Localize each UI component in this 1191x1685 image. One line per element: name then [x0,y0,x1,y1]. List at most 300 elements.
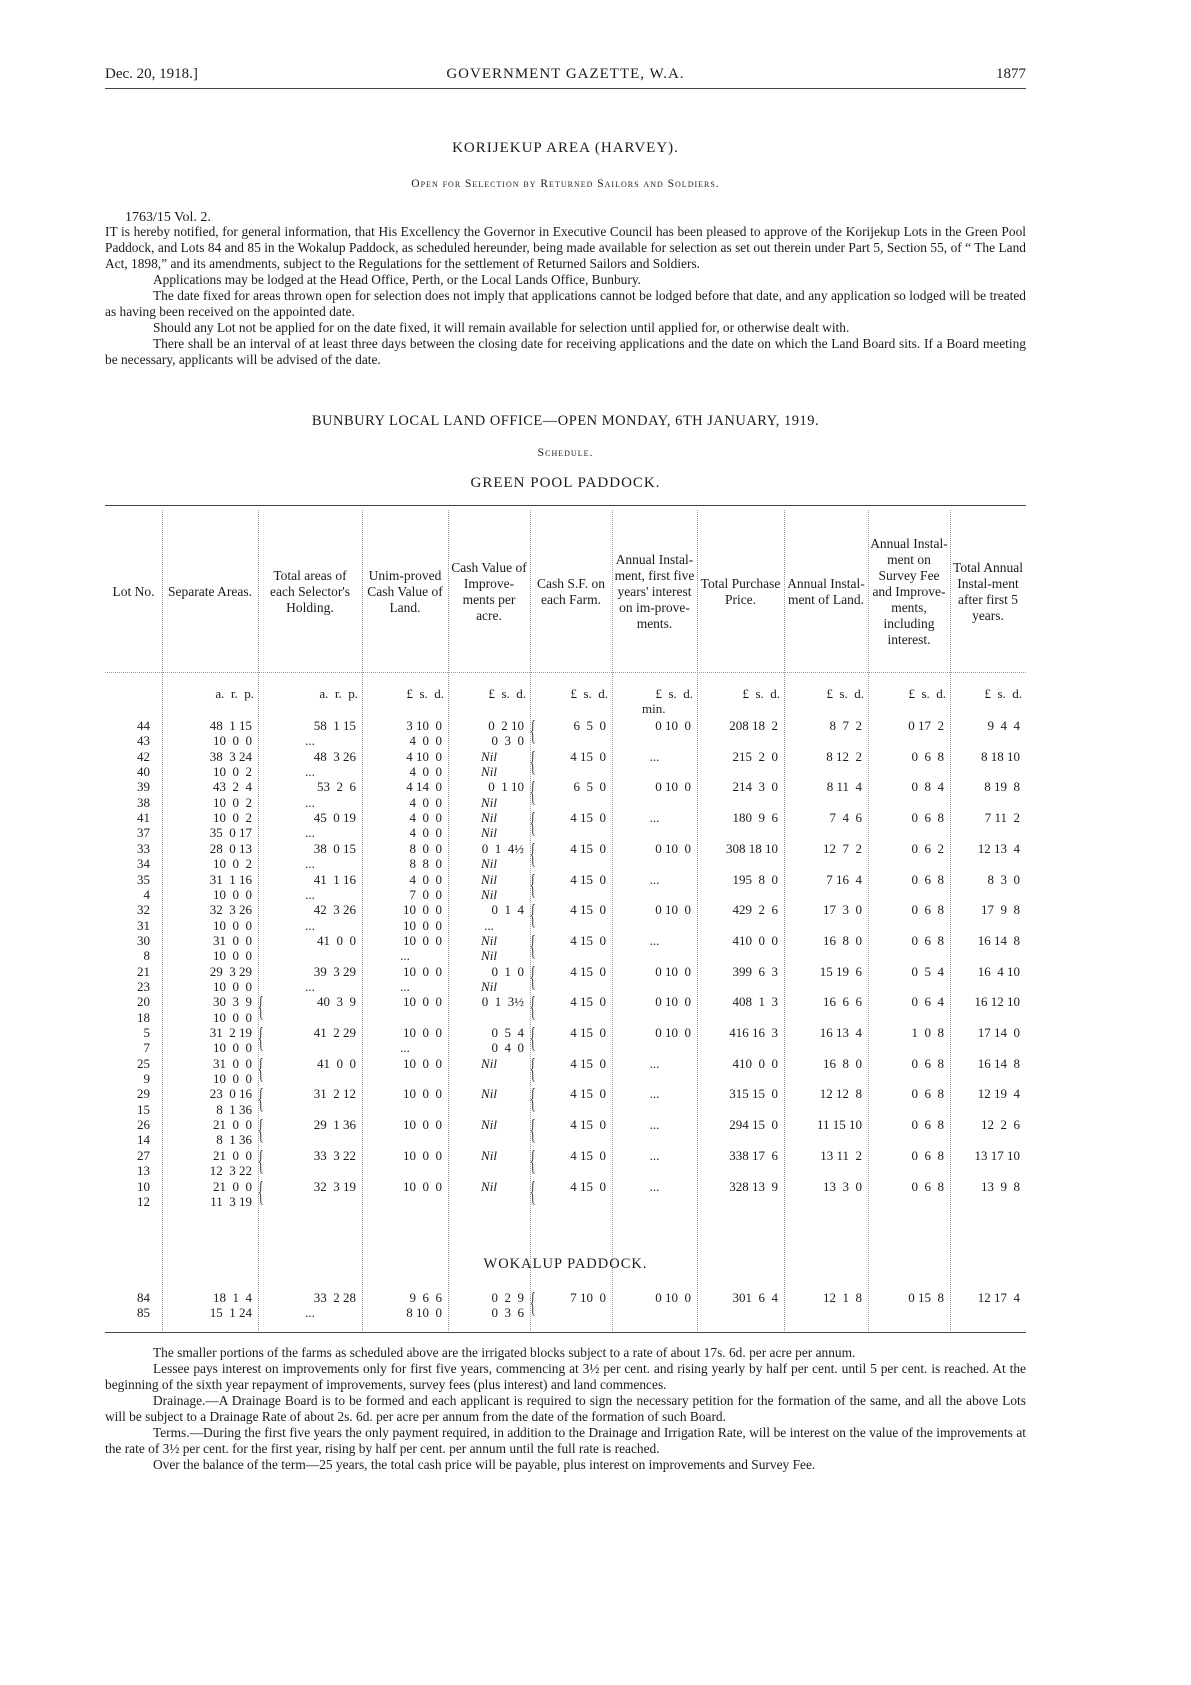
table-cell: 8 8 0 [409,856,442,872]
table-cell: 10 0 2 [213,856,252,872]
lot-number: 26 [137,1117,150,1133]
table-cell: ... [649,932,660,948]
table-cell: 0 10 0 [655,902,691,918]
brace-mark: { [529,1115,536,1147]
table-cell: 4 15 0 [570,1025,606,1040]
table-cell: 0 4 0 [491,1040,524,1056]
table-cell: 16 12 10 [974,994,1020,1010]
lot-number: 15 [137,1101,150,1117]
brace-mark: { [529,716,536,747]
table-cell: Nil [481,825,497,841]
table-cell: 32 3 19 [313,1178,356,1194]
table-cell: 10 0 0 [403,1055,442,1071]
table-cell: 8 1 36 [216,1132,252,1148]
table-cell: 4 0 0 [409,825,442,841]
paragraph: IT is hereby notified, for general information, that His Excellency the Governor in Executive Council has been pleased to approve of the Korijekup Lots in the Green Pool Paddock, and Lots 84 and 85 in the Wokalup Paddock, as scheduled hereunder, being made available for selection as set out therein under Part 5, Section 55, of “ The Land Act, 1898,” and its amendments, subject to the Regulations for the settlement of Returned Sailors and Soldiers. [105,224,1026,271]
table-cell: 4 0 0 [409,871,442,887]
table-cell: 0 17 2 [908,718,944,733]
brace-mark: { [529,961,536,993]
table-cell: 10 0 0 [213,917,252,933]
table-cell: 0 2 9 [491,1290,524,1305]
table-cell: 195 8 0 [732,871,778,887]
lot-number: 12 [137,1193,150,1209]
table-cell: 18 1 4 [213,1290,252,1305]
table-cell: Nil [481,794,497,810]
table-cell: Nil [481,856,497,872]
brace-mark: { [529,992,536,1024]
lot-number: 43 [137,733,150,749]
table-top-rule [105,505,1026,506]
table-cell: 8 0 0 [409,840,442,856]
column-rule [162,510,163,1333]
table-cell: 38 0 15 [313,840,356,856]
table-cell: 9 4 4 [987,718,1020,733]
brace-mark: { [529,1053,536,1085]
paragraph: Should any Lot not be applied for on the date fixed, it will remain available for selection until applied for, or otherwise dealt with. [153,320,850,335]
column-header: Unim-proved Cash Value of Land. [367,568,443,615]
table-cell: 8 1 36 [216,1101,252,1117]
table-cell: 0 10 0 [655,779,691,795]
paddock-title-wokalup: WOKALUP PADDOCK. [483,1256,648,1272]
table-cell: Nil [481,871,497,887]
table-cell: 10 0 0 [213,948,252,964]
table-cell: 4 15 0 [570,1086,606,1102]
table-cell: Nil [481,1178,497,1194]
brace-mark: { [529,1145,536,1177]
brace-mark: { [529,1288,536,1319]
table-cell: 4 15 0 [570,1147,606,1163]
table-cell: Nil [481,1055,497,1071]
table-cell: 32 3 26 [209,902,252,918]
table-cell: 15 19 6 [819,963,862,979]
table-cell: 0 6 8 [911,810,944,826]
brace-mark: { [257,1145,264,1177]
brace-mark: { [529,1176,536,1208]
table-cell: 11 15 10 [816,1117,862,1133]
table-cell: 12 7 2 [823,840,862,856]
table-cell: 301 6 4 [732,1290,778,1305]
column-header: Cash Value of Improve-ments per acre. [451,560,527,623]
table-cell: 16 8 0 [823,1055,862,1071]
lot-number: 40 [137,764,150,780]
column-header: Annual Instal-ment, first five years' interest on im-prove-ments. [614,552,695,631]
table-cell: 4 15 0 [570,748,606,764]
table-cell: 21 0 0 [213,1147,252,1163]
table-cell: 10 0 0 [213,1040,252,1056]
brace-mark: { [257,1084,264,1116]
table-cell: ... [305,886,315,902]
footnote: Over the balance of the term—25 years, the total cash price will be payable, plus interest on improvements and Survey Fee. [153,1457,816,1472]
lot-number: 41 [137,810,150,826]
table-cell: 15 1 24 [209,1305,252,1321]
table-cell: 0 6 8 [911,1086,944,1102]
table-cell: 0 6 2 [911,840,944,856]
brace-mark: { [529,1023,536,1054]
table-cell: 10 0 2 [213,764,252,780]
table-cell: 0 3 0 [491,733,524,749]
table-cell: 31 0 0 [213,932,252,948]
column-rule [697,510,698,1333]
table-cell: 0 10 0 [655,1290,691,1305]
column-rule [362,510,363,1333]
table-cell: 41 2 29 [313,1025,356,1040]
table-cell: 0 3 6 [491,1305,524,1321]
table-cell: 4 15 0 [570,963,606,979]
table-cell: 7 0 0 [409,886,442,902]
table-cell: 10 0 0 [403,1025,442,1040]
lot-number: 44 [137,718,150,733]
brace-mark: { [257,992,264,1024]
table-cell: 9 6 6 [409,1290,442,1305]
paddock-title-green-pool: GREEN POOL PADDOCK. [470,475,661,491]
table-cell: 12 17 4 [977,1290,1020,1305]
table-cell: 4 15 0 [570,994,606,1010]
column-rule [448,510,449,1333]
table-cell: 8 11 4 [826,779,862,795]
unit-label: £ s. d. [488,686,526,701]
lot-number: 27 [137,1147,150,1163]
table-cell: 41 0 0 [317,932,356,948]
unit-label: £ s. d. [655,686,693,701]
table-cell: 7 10 0 [570,1290,606,1305]
table-cell: 12 2 6 [981,1117,1020,1133]
table-cell: 12 12 8 [819,1086,862,1102]
table-cell: 12 19 4 [977,1086,1020,1102]
table-cell: 33 3 22 [313,1147,356,1163]
table-cell: 4 0 0 [409,810,442,826]
unit-label: £ s. d. [984,686,1022,701]
table-cell: 10 0 2 [213,810,252,826]
column-header: Annual Instal-ment of Land. [787,576,865,607]
lot-number: 84 [137,1290,150,1305]
brace-mark: { [529,838,536,870]
column-header: Separate Areas. [168,584,252,599]
table-cell: 28 0 13 [209,840,252,856]
table-cell: 10 0 0 [403,932,442,948]
table-cell: 58 1 15 [313,718,356,733]
table-cell: 13 3 0 [823,1178,862,1194]
lot-number: 42 [137,748,150,764]
table-cell: 10 0 0 [403,1086,442,1102]
table-cell: 0 1 0 [491,963,524,979]
header-page-number: 1877 [996,66,1026,82]
table-cell: 12 13 4 [977,840,1020,856]
lot-number: 30 [137,932,150,948]
schedule-label: Schedule. [537,445,594,459]
table-cell: 4 15 0 [570,840,606,856]
brace-mark: { [257,1176,264,1208]
table-cell: 0 6 4 [911,994,944,1010]
lot-number: 4 [143,886,150,902]
table-cell: 39 3 29 [313,963,356,979]
footnote: The smaller portions of the farms as scheduled above are the irrigated blocks subject to a rate of about 17s. 6d. per acre per annum. [153,1345,856,1360]
column-header: Annual Instal-ment on Survey Fee and Improve-ments, including interest. [870,536,948,647]
running-header [105,66,1026,86]
lot-number: 35 [137,871,150,887]
column-header: Total Annual Instal-ment after first 5 years. [953,560,1023,623]
table-cell: ... [400,948,410,964]
table-cell: ... [484,917,494,933]
lot-number: 9 [143,1071,150,1087]
table-cell: 0 6 8 [911,1147,944,1163]
table-cell: 410 0 0 [732,1055,778,1071]
table-cell: 0 6 8 [911,932,944,948]
table-cell: 8 3 0 [987,871,1020,887]
table-cell: ... [649,1147,660,1163]
brace-mark: { [257,1115,264,1147]
table-cell: 0 10 0 [655,994,691,1010]
table-cell: Nil [481,1117,497,1133]
table-cell: 308 18 10 [726,840,778,856]
column-header: Total Purchase Price. [700,576,781,607]
table-cell: 31 2 19 [209,1025,252,1040]
table-cell: 10 0 0 [213,1009,252,1025]
table-cell: ... [400,1040,410,1056]
table-cell: 3 10 0 [406,718,442,733]
table-cell: 410 0 0 [732,932,778,948]
table-cell: 10 0 0 [403,963,442,979]
lot-number: 85 [137,1305,150,1321]
table-cell: 7 16 4 [826,871,862,887]
lot-number: 10 [137,1178,150,1194]
table-cell: 4 14 0 [406,779,442,795]
column-header: Cash S.F. on each Farm. [537,576,605,607]
lot-number: 5 [143,1025,150,1040]
table-cell: 4 15 0 [570,902,606,918]
header-divider [105,672,1026,673]
brace-mark: { [529,808,536,840]
table-cell: 1 0 8 [911,1025,944,1040]
table-cell: 7 4 6 [829,810,862,826]
table-cell: 0 10 0 [655,840,691,856]
column-header: Lot No. [112,584,155,599]
table-cell: 16 13 4 [819,1025,862,1040]
table-cell: 38 3 24 [209,748,252,764]
table-cell: 0 6 8 [911,1055,944,1071]
table-cell: 0 6 8 [911,1117,944,1133]
table-cell: 41 1 16 [313,871,356,887]
table-cell: Nil [481,764,497,780]
min-label: min. [642,701,666,716]
table-cell: 16 14 8 [977,1055,1020,1071]
lot-number: 18 [137,1009,150,1025]
column-rule [950,510,951,1333]
lot-number: 23 [137,978,150,994]
office-line: BUNBURY LOCAL LAND OFFICE—OPEN MONDAY, 6TH JANUARY, 1919. [311,413,820,429]
table-cell: 45 0 19 [313,810,356,826]
table-cell: 294 15 0 [729,1117,778,1133]
table-cell: 0 6 8 [911,871,944,887]
table-cell: 30 3 9 [213,994,252,1010]
lot-number: 21 [137,963,150,979]
header-date: Dec. 20, 1918.] [105,66,198,82]
unit-label: £ s. d. [742,686,780,701]
table-cell: 8 10 0 [406,1305,442,1321]
column-rule [612,510,613,1333]
table-cell: 328 13 9 [729,1178,778,1194]
table-cell: 16 6 6 [823,994,862,1010]
table-cell: 40 3 9 [317,994,356,1010]
unit-label: £ s. d. [826,686,864,701]
table-cell: 17 3 0 [823,902,862,918]
table-cell: 4 10 0 [406,748,442,764]
table-cell: ... [305,856,315,872]
table-cell: 13 11 2 [820,1147,862,1163]
unit-label: £ s. d. [908,686,946,701]
table-cell: 408 1 3 [732,994,778,1010]
table-cell: 29 1 36 [313,1117,356,1133]
footnote: Lessee pays interest on improvements only for first five years, commencing at 3½ per cent. and rising yearly by half per cent. until 5 per cent. is reached. At the beginning of the sixth year repayment of improvements, survey fees (plus interest) and land commences. [105,1361,1026,1392]
table-cell: 29 3 29 [209,963,252,979]
table-cell: ... [305,978,315,994]
table-cell: 0 8 4 [911,779,944,795]
table-cell: 10 0 0 [213,978,252,994]
table-cell: 315 15 0 [729,1086,778,1102]
table-cell: 10 0 0 [403,1178,442,1194]
brace-mark: { [529,930,536,962]
unit-label: a. r. p. [215,686,254,701]
unit-label: £ s. d. [570,686,608,701]
table-cell: 41 0 0 [317,1055,356,1071]
unit-label: a. r. p. [319,686,358,701]
table-cell: Nil [481,886,497,902]
table-cell: 10 0 0 [403,1147,442,1163]
table-cell: 10 0 0 [403,917,442,933]
table-cell: 6 5 0 [573,779,606,795]
brace-mark: { [257,1023,264,1054]
table-cell: 10 0 0 [213,733,252,749]
table-cell: 10 0 0 [213,1071,252,1087]
table-cell: 4 15 0 [570,871,606,887]
table-cell: 11 3 19 [210,1193,252,1209]
table-cell: ... [305,794,315,810]
footnote: Drainage.—A Drainage Board is to be formed and each applicant is required to sign the necessary petition for the formation of the same, and all the above Lots will be subject to a Drainage Rate of about 2s. 6d. per acre per annum from the date of the formation of such Board. [105,1393,1026,1424]
table-cell: 4 15 0 [570,810,606,826]
lot-number: 29 [137,1086,150,1102]
table-cell: ... [649,1055,660,1071]
lot-number: 34 [137,856,150,872]
table-cell: Nil [481,932,497,948]
brace-mark: { [529,746,536,778]
table-cell: 0 10 0 [655,1025,691,1040]
brace-mark: { [529,900,536,932]
brace-mark: { [529,1084,536,1116]
table-cell: 338 17 6 [729,1147,778,1163]
table-cell: 10 0 0 [403,994,442,1010]
column-header: Total areas of each Selector's Holding. [269,568,351,615]
table-cell: 16 4 10 [977,963,1020,979]
footnotes [105,1345,1026,1473]
table-cell: 0 5 4 [911,963,944,979]
table-cell: 0 15 8 [908,1290,944,1305]
table-cell: 0 10 0 [655,963,691,979]
table-cell: ... [649,871,660,887]
lot-number: 39 [137,779,150,795]
paragraph: Applications may be lodged at the Head Office, Perth, or the Local Lands Office, Bunbury. [153,272,641,287]
table-cell: ... [305,1305,315,1321]
table-cell: 35 0 17 [209,825,252,841]
table-cell: 43 2 4 [213,779,252,795]
table-cell: 17 9 8 [981,902,1020,918]
table-cell: ... [649,1178,660,1194]
table-cell: 13 9 8 [981,1178,1020,1194]
table-cell: 8 12 2 [826,748,862,764]
table-cell: 4 15 0 [570,1055,606,1071]
lot-number: 32 [137,902,150,918]
table-cell: 10 0 0 [213,886,252,902]
table-cell: 0 2 10 [488,718,524,733]
table-cell: 16 8 0 [823,932,862,948]
table-cell: 17 14 0 [977,1025,1020,1040]
table-cell: 180 9 6 [732,810,778,826]
table-cell: 10 0 0 [403,902,442,918]
table-cell: 33 2 28 [313,1290,356,1305]
table-cell: 12 1 8 [823,1290,862,1305]
table-cell: ... [649,1117,660,1133]
table-cell: 21 0 0 [213,1117,252,1133]
table-cell: 0 5 4 [491,1025,524,1040]
table-cell: ... [649,1086,660,1102]
lot-number: 13 [137,1163,150,1179]
table-cell: Nil [481,978,497,994]
lot-number: 25 [137,1055,150,1071]
table-cell: 48 3 26 [313,748,356,764]
notice-title: KORIJEKUP AREA (HARVEY). [452,140,679,156]
table-cell: 8 19 8 [984,779,1020,795]
table-cell: 0 6 8 [911,748,944,764]
table-cell: 53 2 6 [317,779,356,795]
header-rule [105,88,1026,89]
table-cell: 23 0 16 [209,1086,252,1102]
table-cell: ... [305,917,315,933]
lot-number: 14 [137,1132,150,1148]
column-rule [868,510,869,1333]
table-cell: 0 1 4 [491,902,524,918]
table-cell: 399 6 3 [732,963,778,979]
table-cell: 0 6 8 [911,902,944,918]
table-cell: 4 0 0 [409,764,442,780]
table-cell: 0 1 10 [488,779,524,795]
lot-number: 38 [137,794,150,810]
header-title: GOVERNMENT GAZETTE, W.A. [446,66,685,82]
table-cell: Nil [481,1086,497,1102]
notice-subtitle: Open for Selection by Returned Sailors and Soldiers. [411,178,720,190]
table-cell: 4 15 0 [570,1117,606,1133]
table-cell: 4 0 0 [409,794,442,810]
table-cell: Nil [481,810,497,826]
table-cell: 0 10 0 [655,718,691,733]
table-cell: 48 1 15 [209,718,252,733]
table-cell: Nil [481,1147,497,1163]
notice-body [105,224,1026,368]
lot-number: 37 [137,825,150,841]
table-cell: ... [649,748,660,764]
brace-mark: { [529,777,536,809]
brace-mark: { [257,1053,264,1085]
table-cell: 4 0 0 [409,733,442,749]
table-cell: 42 3 26 [313,902,356,918]
table-cell: 0 1 4½ [481,840,524,856]
table-cell: 4 15 0 [570,932,606,948]
table-cell: ... [400,978,410,994]
table-cell: 6 5 0 [573,718,606,733]
paragraph: There shall be an interval of at least three days between the closing date for receiving applications and the date on which the Land Board sits. If a Board meeting be necessary, applicants will be advised of the date. [105,336,1026,367]
lot-number: 20 [137,994,150,1010]
column-rule [258,510,259,1333]
table-cell: 214 3 0 [732,779,778,795]
footnote: Terms.—During the first five years the only payment required, in addition to the Drainage and Irrigation Rate, will be interest on the value of the improvements at the rate of 3½ per cent. for the first year, rising by half per cent. per annum until the full rate is reached. [105,1425,1026,1456]
table-cell: 10 0 2 [213,794,252,810]
